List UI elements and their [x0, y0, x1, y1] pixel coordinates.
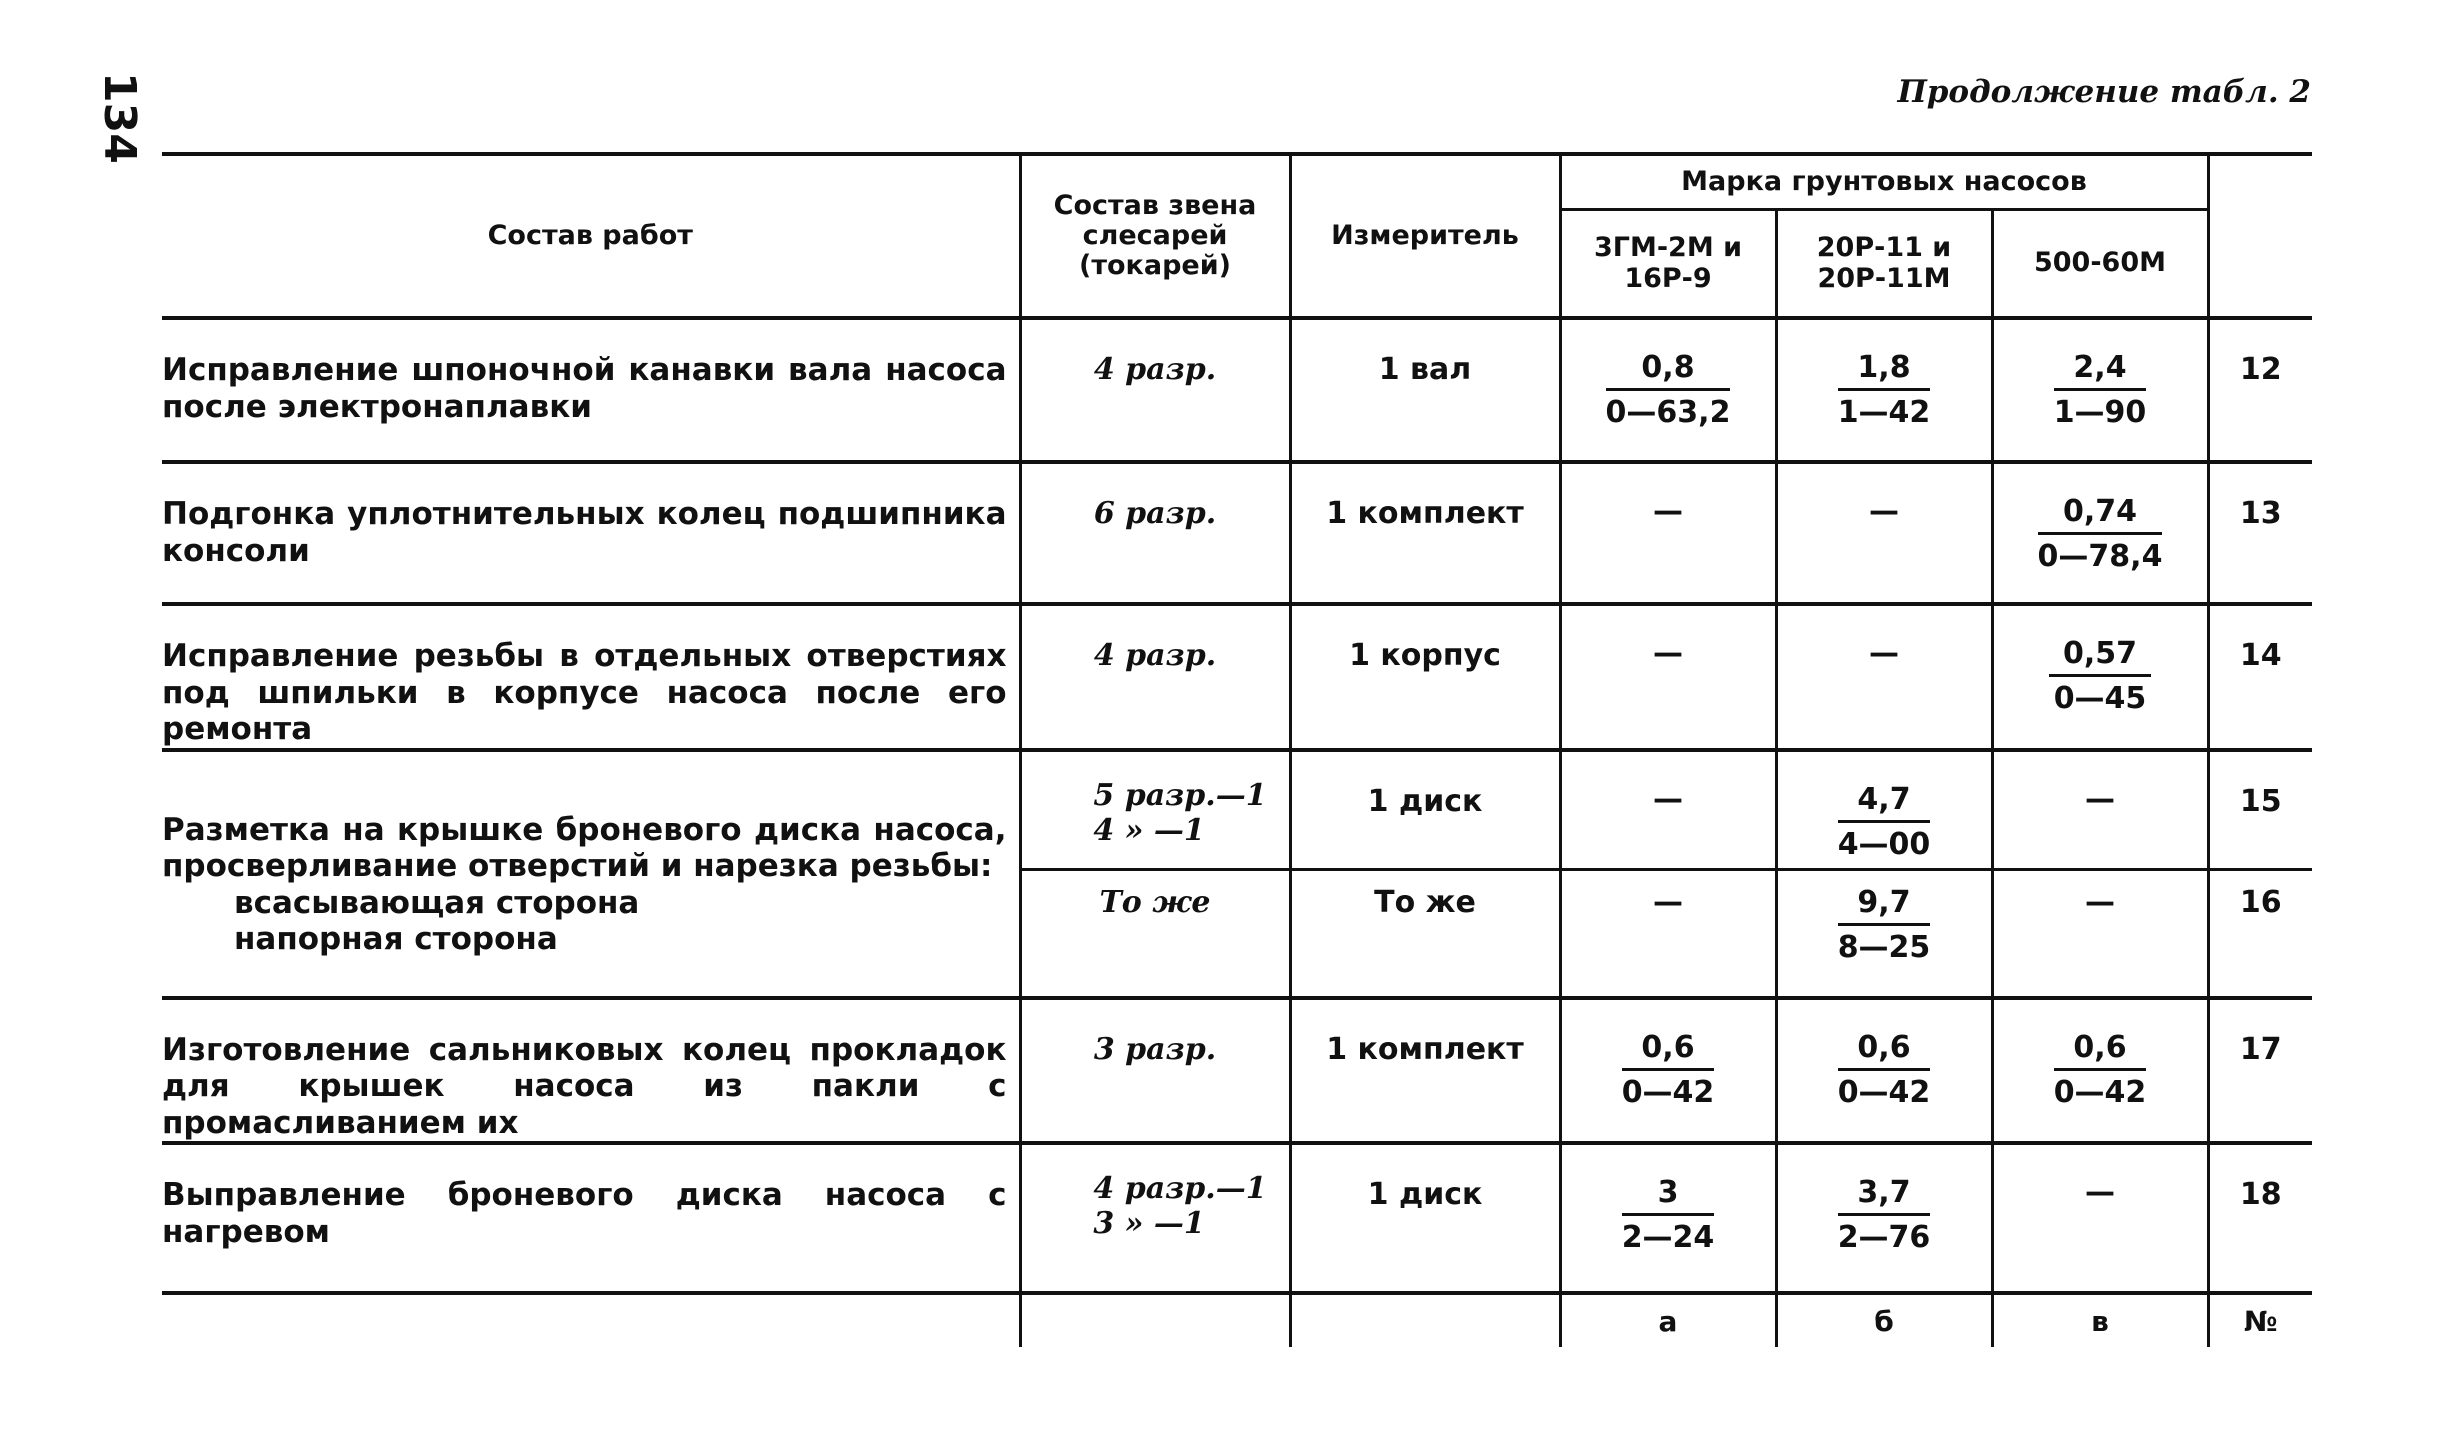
footer-col-c: в — [1992, 1293, 2208, 1347]
row-number: 13 — [2208, 462, 2312, 604]
row-measure: 1 диск — [1290, 750, 1560, 870]
header-measure: Измеритель — [1290, 154, 1560, 318]
row-crew: 3 разр. — [1020, 998, 1290, 1144]
cell-b: — — [1776, 604, 1992, 750]
row-work: Выправление броневого диска насоса с нагревом — [162, 1177, 1007, 1251]
cell-c: $\frac{0,74}{0—78,4}$ — [1992, 462, 2208, 604]
cell-a: $\frac{0,8}{0—63,2}$ — [1560, 318, 1776, 462]
header-brands-group: Марка грунтовых насосов — [1560, 154, 2208, 210]
cell-c: $\frac{0,6}{0—42}$ — [1992, 998, 2208, 1144]
row-measure: То же — [1290, 870, 1560, 998]
header-crew: Состав звена слесарей (токарей) — [1020, 154, 1290, 318]
table-row — [162, 604, 2312, 750]
row-measure: 1 корпус — [1290, 604, 1560, 750]
row-number: 14 — [2208, 604, 2312, 750]
cell-b: $\frac{3,7}{2—76}$ — [1776, 1143, 1992, 1293]
cell-c: — — [1992, 1143, 2208, 1293]
footer-col-a: а — [1560, 1293, 1776, 1347]
row-work: Исправление резьбы в отдельных отверстиях под шпильки в корпусе насоса после его ремонта — [162, 638, 1007, 748]
cell-c: $\frac{0,57}{0—45}$ — [1992, 604, 2208, 750]
footer-empty-measure — [1290, 1293, 1560, 1347]
cell-b: $\frac{4,7}{4—00}$ — [1776, 750, 1992, 870]
continuation-label: Продолжение табл. 2 — [1897, 74, 2311, 110]
footer-col-num: № — [2208, 1293, 2312, 1347]
row-measure: 1 диск — [1290, 1143, 1560, 1293]
row-measure: 1 комплект — [1290, 998, 1560, 1144]
norms-table — [162, 152, 2312, 1347]
footer-row — [162, 1293, 2312, 1347]
row-crew: 4 разр.—1 3 » —1 — [1020, 1143, 1290, 1293]
row-crew: То же — [1020, 870, 1290, 998]
row-crew: 4 разр. — [1020, 604, 1290, 750]
row-number: 17 — [2208, 998, 2312, 1144]
row-crew: 6 разр. — [1020, 462, 1290, 604]
cell-c: $\frac{2,4}{1—90}$ — [1992, 318, 2208, 462]
table-row — [162, 318, 2312, 462]
footer-col-b: б — [1776, 1293, 1992, 1347]
cell-a: — — [1560, 750, 1776, 870]
cell-a: — — [1560, 462, 1776, 604]
cell-a: — — [1560, 870, 1776, 998]
row-crew: 5 разр.—1 4 » —1 — [1020, 750, 1290, 870]
table-row — [162, 462, 2312, 604]
table-row — [162, 750, 2312, 870]
cell-b: — — [1776, 462, 1992, 604]
page-number: 134 — [94, 72, 145, 164]
cell-a: $\frac{0,6}{0—42}$ — [1560, 998, 1776, 1144]
row-work-sub2: напорная сторона — [234, 921, 558, 958]
table-row — [162, 1143, 2312, 1293]
header-brand-a: 3ГМ-2М и 16Р-9 — [1560, 210, 1776, 319]
cell-c: — — [1992, 870, 2208, 998]
cell-b: $\frac{9,7}{8—25}$ — [1776, 870, 1992, 998]
row-number: 15 — [2208, 750, 2312, 870]
header-row — [162, 154, 2312, 210]
row-crew: 4 разр. — [1020, 318, 1290, 462]
header-brand-b: 20Р-11 и 20Р-11М — [1776, 210, 1992, 319]
row-work-main: Разметка на крышке броневого диска насоса, просверливание отверстий и нарезка резьбы: — [162, 811, 1007, 885]
header-work: Состав работ — [162, 154, 1020, 318]
cell-a: — — [1560, 604, 1776, 750]
row-work: Подгонка уплотнительных колец подшипника консоли — [162, 496, 1007, 569]
cell-a: $\frac{3}{2—24}$ — [1560, 1143, 1776, 1293]
row-work-sub1: всасывающая сторона — [234, 884, 640, 921]
header-num-empty — [2208, 154, 2312, 318]
row-work: Исправление шпоночной канавки вала насоса после электронаплавки — [162, 352, 1007, 425]
cell-b: $\frac{0,6}{0—42}$ — [1776, 998, 1992, 1144]
row-work: Изготовление сальниковых колец прокладок для крышек насоса из пакли с промасливанием их — [162, 1031, 1007, 1141]
row-work-group — [162, 750, 1020, 998]
row-number: 12 — [2208, 318, 2312, 462]
footer-empty-crew — [1020, 1293, 1290, 1347]
row-number: 18 — [2208, 1143, 2312, 1293]
row-number: 16 — [2208, 870, 2312, 998]
table-row — [162, 998, 2312, 1144]
cell-c: — — [1992, 750, 2208, 870]
row-measure: 1 вал — [1290, 318, 1560, 462]
footer-empty-work — [162, 1293, 1020, 1347]
cell-b: $\frac{1,8}{1—42}$ — [1776, 318, 1992, 462]
row-measure: 1 комплект — [1290, 462, 1560, 604]
header-brand-c: 500-60М — [1992, 210, 2208, 319]
